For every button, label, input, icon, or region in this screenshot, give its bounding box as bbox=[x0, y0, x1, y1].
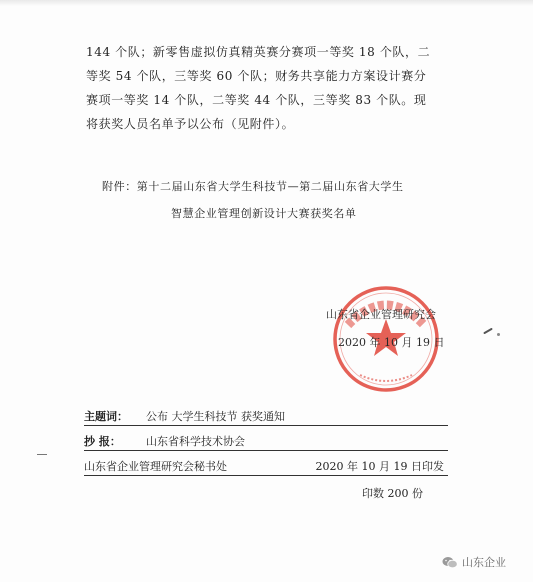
scan-top-edge bbox=[0, 0, 533, 6]
issuer-row bbox=[84, 454, 448, 476]
body-paragraph bbox=[86, 40, 448, 136]
scan-mark bbox=[483, 328, 493, 335]
attachment-line-2: 智慧企业管理创新设计大赛获奖名单 bbox=[171, 207, 357, 220]
scan-mark bbox=[37, 454, 47, 455]
keywords-row bbox=[84, 404, 448, 426]
paragraph-line: 将获奖人员名单予以公布（见附件）。 bbox=[86, 117, 295, 131]
paragraph-line: 赛项一等奖 14 个队，二等奖 44 个队，三等奖 83 个队。现 bbox=[86, 93, 427, 107]
watermark bbox=[442, 553, 506, 571]
cc-value: 山东省科学技术协会 bbox=[146, 435, 245, 448]
keywords-value: 公布 大学生科技节 获奖通知 bbox=[146, 410, 285, 423]
cc-label: 抄 报： bbox=[84, 435, 121, 448]
signature-date: 2020 年 10 月 19 日 bbox=[338, 336, 445, 349]
signature-organization: 山东省企业管理研究会 bbox=[326, 308, 436, 321]
keywords-label: 主题词： bbox=[84, 410, 128, 423]
divider bbox=[84, 450, 448, 451]
paragraph-line: 等奖 54 个队，三等奖 60 个队；财务共享能力方案设计赛分 bbox=[86, 69, 427, 83]
paragraph-line: 144 个队；新零售虚拟仿真精英赛分赛项一等奖 18 个队，二 bbox=[86, 45, 431, 59]
attachment-line-1: 附件：第十二届山东省大学生科技节—第二届山东省大学生 bbox=[102, 180, 404, 193]
divider bbox=[84, 425, 448, 426]
wechat-icon bbox=[442, 556, 458, 569]
divider bbox=[84, 475, 448, 476]
print-count: 印数 200 份 bbox=[362, 487, 423, 500]
scan-speck bbox=[497, 333, 500, 336]
cc-row bbox=[84, 429, 448, 451]
issue-date: 2020 年 10 月 19 日印发 bbox=[315, 460, 444, 473]
watermark-text: 山东企业 bbox=[462, 556, 506, 569]
issuer-name: 山东省企业管理研究会秘书处 bbox=[84, 460, 227, 473]
